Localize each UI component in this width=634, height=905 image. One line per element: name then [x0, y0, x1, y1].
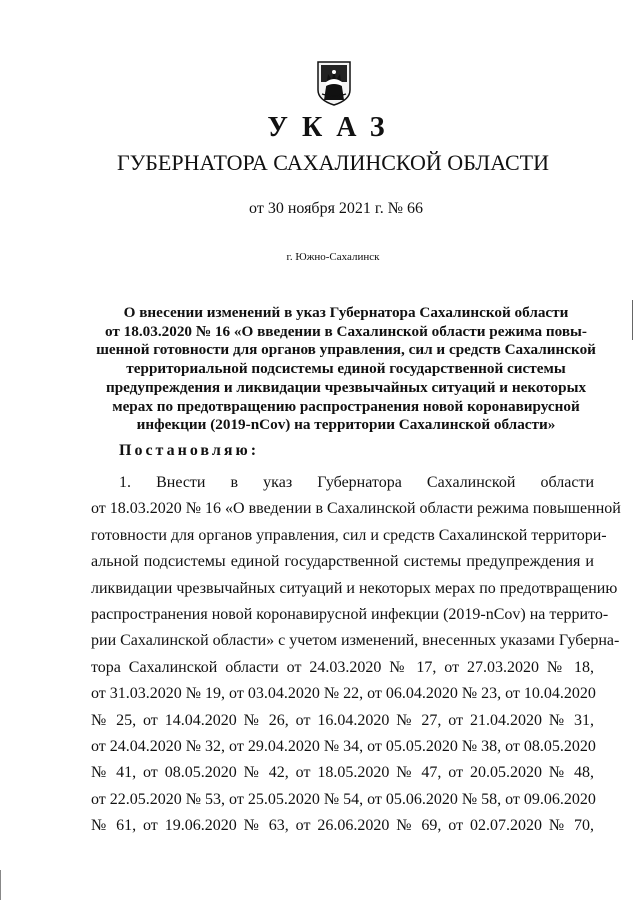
body-line: № 61, от 19.06.2020 № 63, от 26.06.2020 № 69, от 02.07.2020 № 70, [91, 817, 594, 835]
title-line: территориальной подсистемы единой государственной системы [126, 360, 566, 378]
body-line: от 22.05.2020 № 53, от 25.05.2020 № 54, от 05.06.2020 № 58, от 09.06.2020 [91, 790, 596, 808]
coat-of-arms-icon [314, 60, 354, 106]
body-line: готовности для органов управления, сил и средств Сахалинской территори- [91, 526, 607, 544]
title-line: шенной готовности для органов управления, сил и средств Сахалинской [96, 341, 596, 359]
body-line: альной подсистемы единой государственной системы предупреждения и [91, 553, 594, 571]
body-line: № 41, от 08.05.2020 № 42, от 18.05.2020 № 47, от 20.05.2020 № 48, [91, 764, 594, 782]
title-line: инфекции (2019-nCov) на территории Сахалинской области» [136, 416, 556, 434]
title-line: от 18.03.2020 № 16 «О введении в Сахалинской области режима повы- [105, 322, 587, 340]
body-line: от 31.03.2020 № 19, от 03.04.2020 № 22, от 06.04.2020 № 23, от 10.04.2020 [91, 685, 596, 703]
decree-date-number: от 30 ноября 2021 г. № 66 [249, 200, 423, 217]
title-line: мерах по предотвращению распространения новой коронавирусной [112, 397, 580, 415]
scan-edge-mark [632, 300, 633, 340]
body-line: рии Сахалинской области» с учетом изменений, внесенных указами Губерна- [91, 632, 620, 650]
issuer-title: ГУБЕРНАТОРА САХАЛИНСКОЙ ОБЛАСТИ [117, 150, 549, 175]
body-line: тора Сахалинской области от 24.03.2020 № 17, от 27.03.2020 № 18, [91, 658, 594, 676]
scan-edge-mark [0, 870, 1, 900]
body-text [91, 470, 621, 839]
body-line: от 18.03.2020 № 16 «О введении в Сахалинской области режима повышенной [91, 500, 621, 518]
decree-title [95, 304, 597, 435]
body-line: распространения новой коронавирусной инфекции (2019-nCov) на террито- [91, 605, 609, 623]
body-line: от 24.04.2020 № 32, от 29.04.2020 № 34, от 05.05.2020 № 38, от 08.05.2020 [91, 737, 596, 755]
body-line: 1. Внести в указ Губернатора Сахалинской области [119, 474, 594, 491]
decree-word: Постановляю: [119, 442, 260, 459]
title-line: предупреждения и ликвидации чрезвычайных ситуаций и некоторых [105, 378, 587, 396]
issue-city: г. Южно-Сахалинск [286, 251, 380, 263]
title-line: О внесении изменений в указ Губернатора Сахалинской области [123, 304, 569, 321]
document-type: УКАЗ [267, 112, 399, 143]
body-line: ликвидации чрезвычайных ситуаций и некоторых мерах по предотвращению [91, 579, 618, 597]
body-line: № 25, от 14.04.2020 № 26, от 16.04.2020 № 27, от 21.04.2020 № 31, [91, 711, 594, 729]
